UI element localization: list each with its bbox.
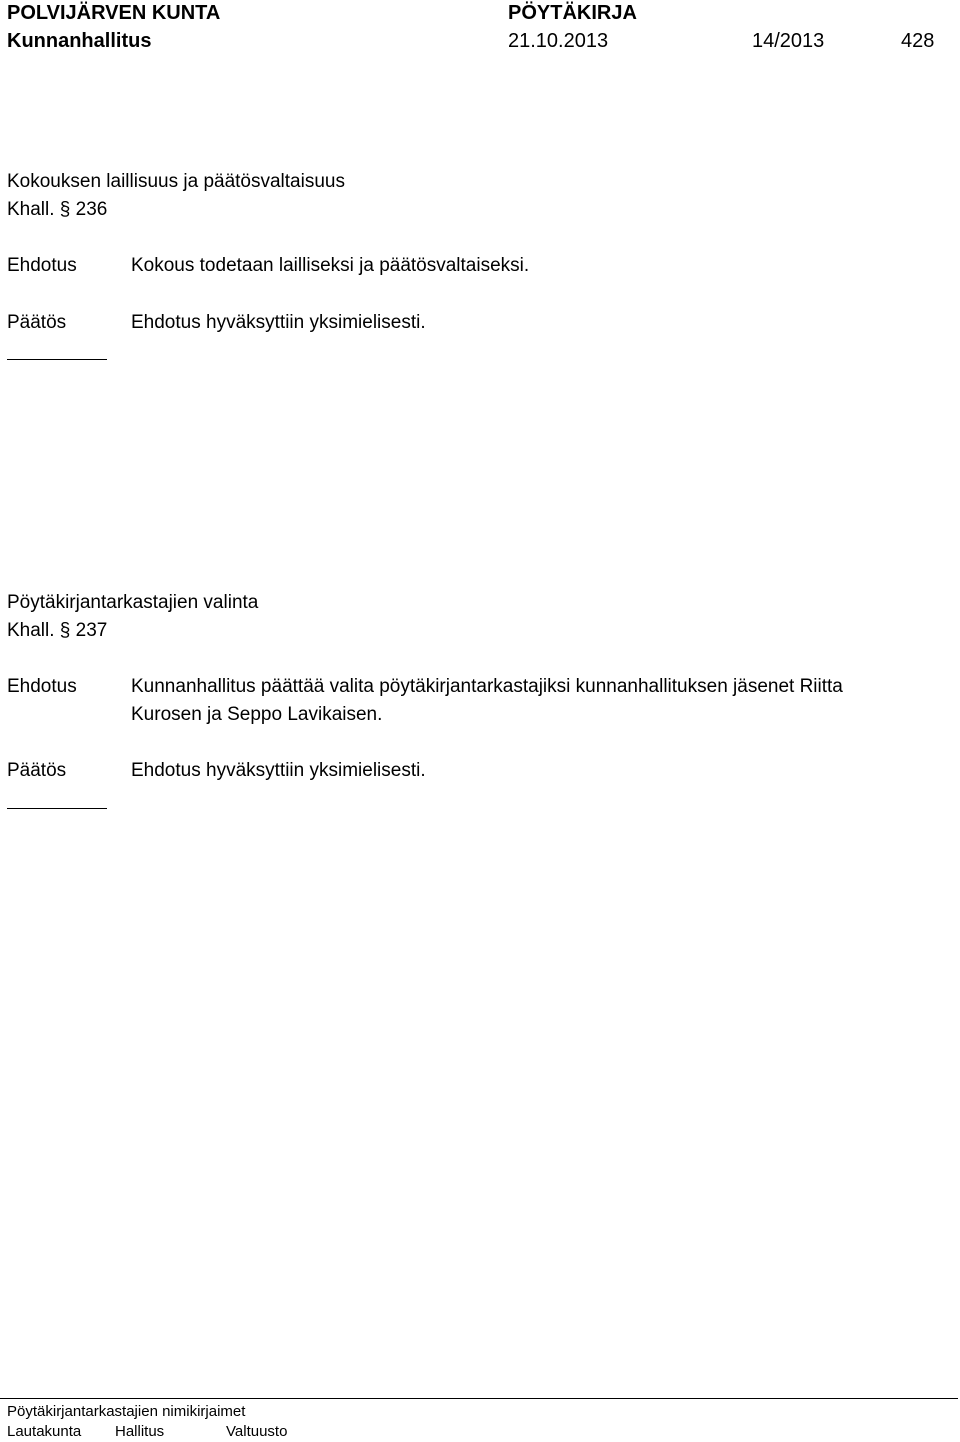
decision-label: Päätös: [7, 760, 67, 781]
proposal-text-line2: Kurosen ja Seppo Lavikaisen.: [131, 704, 383, 725]
proposal-label: Ehdotus: [7, 676, 77, 697]
proposal-text: Kokous todetaan lailliseksi ja päätösvaltaiseksi.: [131, 255, 530, 276]
section-divider: [7, 808, 107, 809]
decision-text: Ehdotus hyväksyttiin yksimielisesti.: [131, 312, 426, 333]
item-title: Pöytäkirjantarkastajien valinta: [7, 592, 259, 613]
organization-name: POLVIJÄRVEN KUNTA: [7, 2, 221, 24]
signature-col-government: Hallitus: [115, 1423, 165, 1440]
item-title: Kokouksen laillisuus ja päätösvaltaisuus: [7, 171, 345, 192]
page-number: 428: [901, 30, 935, 52]
decision-text: Ehdotus hyväksyttiin yksimielisesti.: [131, 760, 426, 781]
signature-col-council: Valtuusto: [226, 1423, 288, 1440]
footer-divider: [0, 1398, 958, 1399]
proposal-text-line1: Kunnanhallitus päättää valita pöytäkirjantarkastajiksi kunnanhallituksen jäsenet Riitta: [131, 676, 843, 697]
section-divider: [7, 359, 107, 360]
document-type: PÖYTÄKIRJA: [508, 2, 637, 24]
signatures-title: Pöytäkirjantarkastajien nimikirjaimet: [7, 1403, 246, 1420]
proposal-label: Ehdotus: [7, 255, 77, 276]
signature-col-board: Lautakunta: [7, 1423, 82, 1440]
governing-body: Kunnanhallitus: [7, 30, 152, 52]
decision-label: Päätös: [7, 312, 67, 333]
item-section: Khall. § 237: [7, 620, 108, 641]
item-section: Khall. § 236: [7, 199, 108, 220]
meeting-date: 21.10.2013: [508, 30, 609, 52]
meeting-number: 14/2013: [752, 30, 825, 52]
